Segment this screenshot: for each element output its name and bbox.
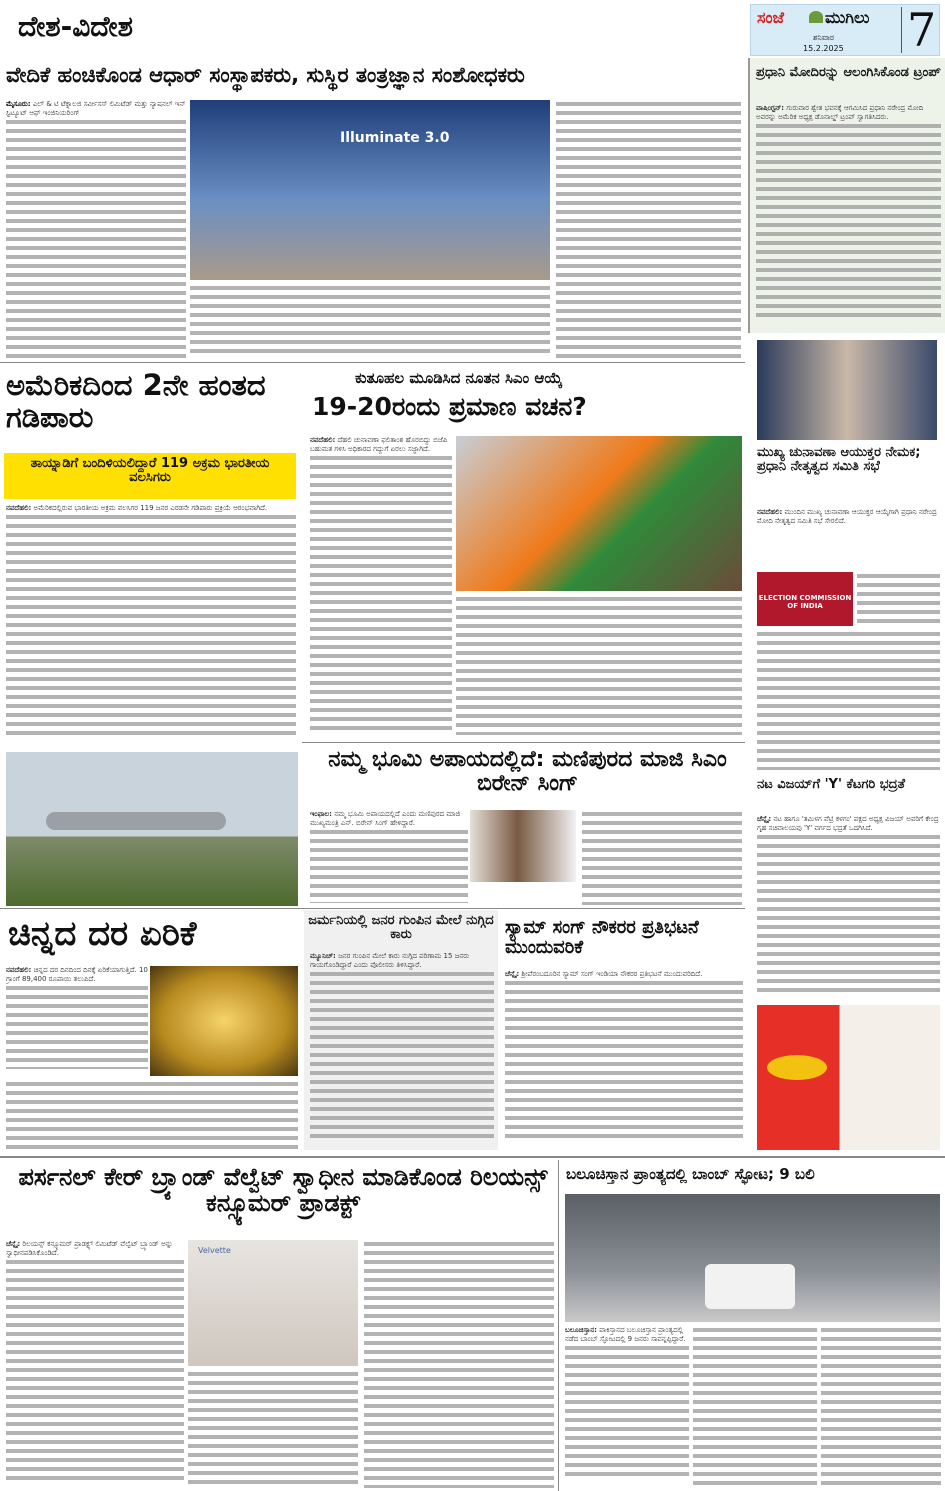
headline-aadhaar: ವೇದಿಕೆ ಹಂಚಿಕೊಂಡ ಆಧಾರ್ ಸಂಸ್ಥಾಪಕರು, ಸುಸ್ಥಿರ ತಂತ್ರಜ್ಞಾನ ಸಂಶೋಧಕರು	[6, 63, 525, 87]
photo-election-commission: ELECTION COMMISSION OF INDIA	[757, 572, 853, 626]
palm-logo-icon	[809, 11, 823, 23]
photo-blast-scene	[565, 1194, 940, 1322]
headline-modi-trump: ಪ್ರಧಾನಿ ಮೋದಿರನ್ನು ಆಲಂಗಿಸಿಕೊಂಡ ಟ್ರಂಪ್	[756, 65, 941, 80]
headline-cec: ಮುಖ್ಯ ಚುನಾವಣಾ ಆಯುಕ್ತರ ನೇಮಕ; ಪ್ರಧಾನಿ ನೇತೃತ್ವದ ಸಮಿತಿ ಸಭೆ	[757, 445, 921, 475]
headline-deportation: ಅಮೆರಿಕದಿಂದ 2ನೇ ಹಂತದ ಗಡಿಪಾರು	[6, 368, 266, 434]
photo-bjp-celebration	[456, 436, 742, 591]
headline-gold: ಚಿನ್ನದ ದರ ಏರಿಕೆ	[8, 914, 197, 954]
page-number: 7	[907, 3, 937, 57]
photo-modi-trump	[757, 340, 937, 440]
photo-vijay	[757, 1005, 940, 1150]
masthead-name-1: ಸಂಜೆ	[757, 8, 784, 27]
headline-new-cm: 19-20ರಂದು ಪ್ರಮಾಣ ವಚನ?	[312, 392, 587, 421]
photo-biren-singh	[470, 810, 576, 882]
masthead-date: 15.2.2025	[803, 44, 844, 53]
headline-reliance: ಪರ್ಸನಲ್ ಕೇರ್ ಬ್ರ್ಯಾಂಡ್ ವೆಲ್ವೆಟ್ ಸ್ವಾಧೀನ ಮಾಡಿಕೊಂಡ ರಿಲಯನ್ಸ್ ಕನ್ಸ್ಯೂಮರ್ ಪ್ರಾಡಕ್ಟ್	[18, 1163, 548, 1218]
germany-box: ಜರ್ಮನಿಯಲ್ಲಿ ಜನರ ಗುಂಪಿನ ಮೇಲೆ ನುಗ್ಗಿದ ಕಾರು ಮ್ಯೂನಿಚ್: ಜನರ ಗುಂಪಿನ ಮೇಲೆ ಕಾರು ನುಗ್ಗಿದ ಪರಿಣಾಮ 15 ಜನರು ಗಾಯಗೊಂಡಿದ್ದಾರೆ ಎಂದು ಪೊಲೀಸರು ತಿಳಿಸಿದ್ದಾರೆ.	[304, 910, 498, 1150]
headline-germany: ಜರ್ಮನಿಯಲ್ಲಿ ಜನರ ಗುಂಪಿನ ಮೇಲೆ ನುಗ್ಗಿದ ಕಾರು	[308, 913, 494, 943]
photo-velvette-launch: Velvette	[188, 1240, 358, 1366]
masthead	[750, 4, 940, 56]
subhead-deportation: ತಾಯ್ನಾಡಿಗೆ ಬಂದಿಳಿಯಲಿದ್ದಾರೆ 119 ಅಕ್ರಮ ಭಾರತೀಯ ವಲಸಿಗರು	[4, 453, 296, 499]
photo-airplane	[6, 752, 298, 906]
photo-gold-jewellery	[150, 966, 298, 1076]
article-aadhaar-body: ಮೈಸೂರು: ಎಲ್ & ಟಿ ಟೆಕ್ನಾಲಜಿ ಸರ್ವೀಸಸ್ ಲಿಮಿಟೆಡ್ ಮತ್ತು ನ್ಯಾಷನಲ್ ಇನ್ ಸ್ಟಿಟ್ಯೂಟ್ ಆಫ್ ಇಂಜಿನಿಯರಿಂಗ್	[6, 100, 186, 358]
headline-vijay: ನಟ ವಿಜಯ್‌ಗೆ 'Y' ಕೆಟಗರಿ ಭದ್ರತೆ	[757, 777, 906, 792]
headline-balochistan: ಬಲೂಚಿಸ್ತಾನ ಪ್ರಾಂತ್ಯದಲ್ಲಿ ಬಾಂಬ್ ಸ್ಫೋಟ; 9 ಬಲಿ	[566, 1165, 815, 1183]
masthead-day: ಶನಿವಾರ	[813, 33, 835, 42]
modi-trump-box: ಪ್ರಧಾನಿ ಮೋದಿರನ್ನು ಆಲಂಗಿಸಿಕೊಂಡ ಟ್ರಂಪ್ ವಾಷಿಂಗ್ಟನ್: ಗುರುವಾರ ಶ್ವೇತ ಭವನಕ್ಕೆ ಆಗಮಿಸಿದ ಪ್ರಧಾನಿ ನರೇಂದ್ರ ಮೋದಿ ಅವರನ್ನು ಅಮೆರಿಕ ಅಧ್ಯಕ್ಷ ಡೊನಾಲ್ಡ್ ಟ್ರಂಪ್ ಸ್ವಾಗತಿಸಿದರು.	[748, 58, 945, 333]
photo-aadhaar-event: Illuminate 3.0	[190, 100, 550, 280]
masthead-name-2: ಮುಗಿಲು	[825, 8, 870, 27]
section-title: ದೇಶ-ವಿದೇಶ	[18, 10, 133, 43]
headline-biren: ನಮ್ಮ ಭೂಮಿ ಅಪಾಯದಲ್ಲಿದೆ: ಮಣಿಪುರದ ಮಾಜಿ ಸಿಎಂ ಬಿರೇನ್ ಸಿಂಗ್	[328, 747, 727, 797]
kicker-new-cm: ಕುತೂಹಲ ಮೂಡಿಸಿದ ನೂತನ ಸಿಎಂ ಆಯ್ಕೆ	[355, 369, 563, 387]
headline-samsung: ಸ್ಯಾಮ್ ಸಂಗ್ ನೌಕರರ ಪ್ರತಿಭಟನೆ ಮುಂದುವರಿಕೆ	[505, 917, 699, 958]
